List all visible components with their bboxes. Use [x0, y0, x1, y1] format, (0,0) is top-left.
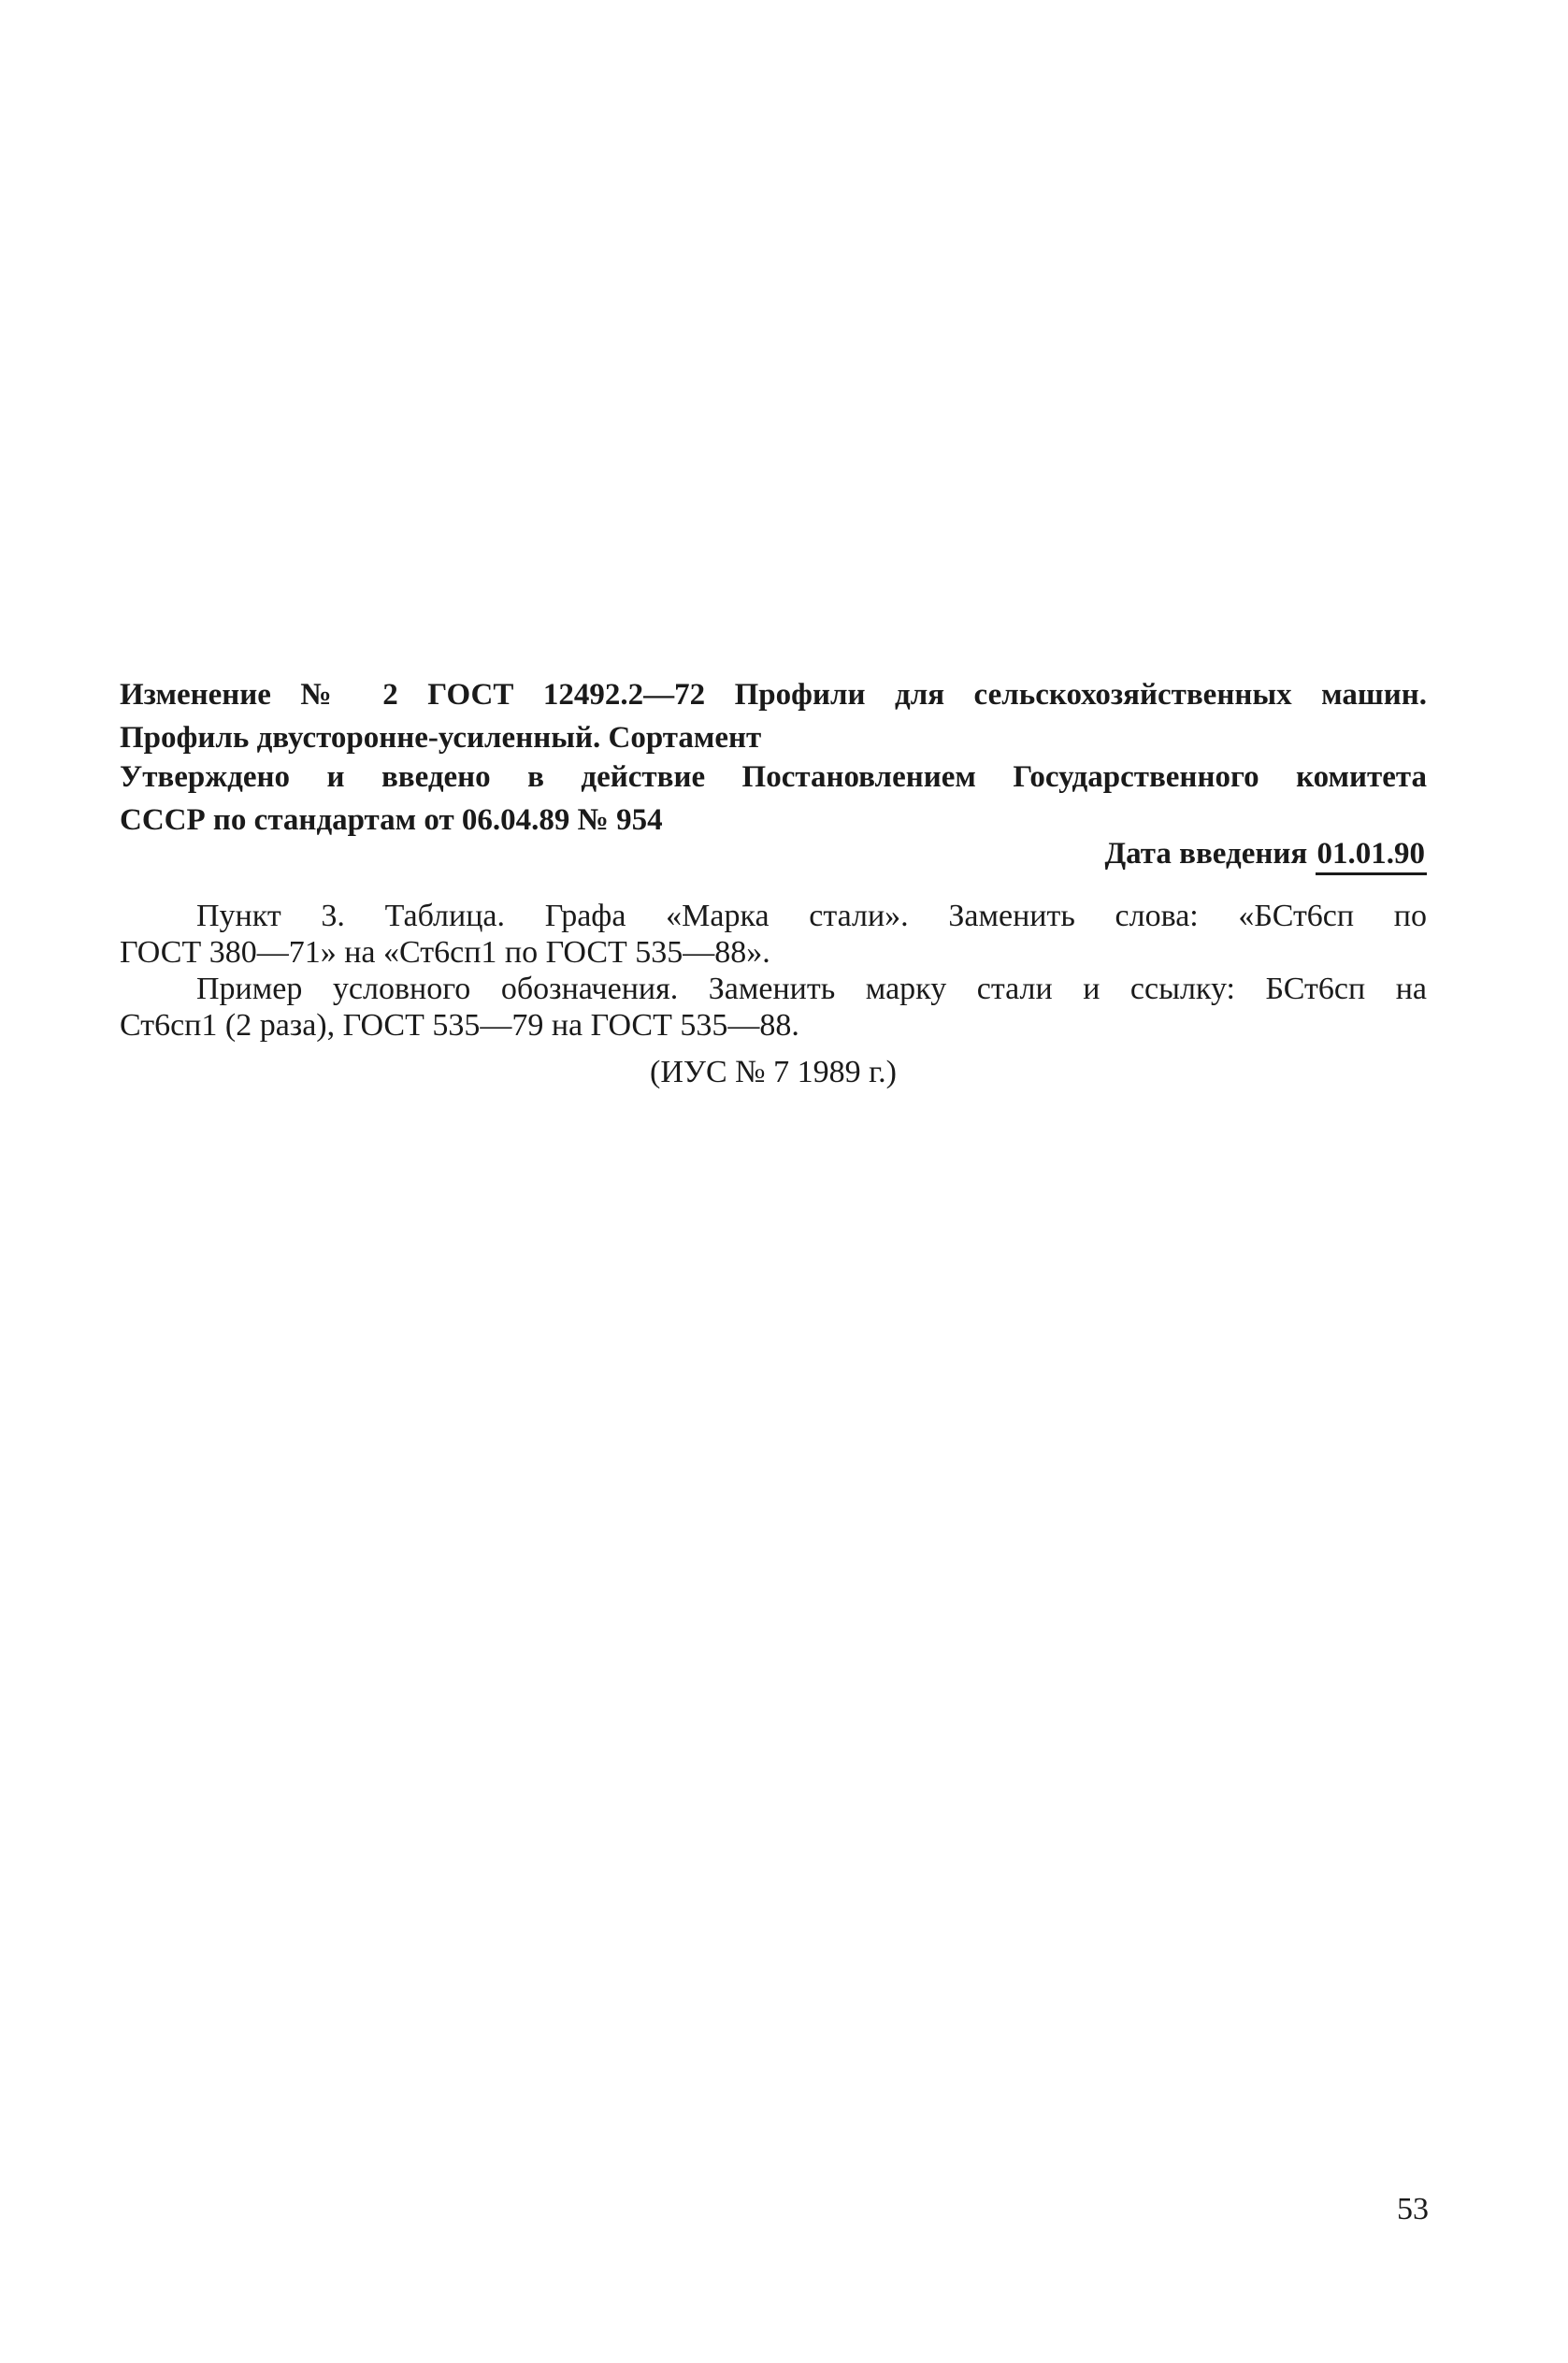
approval-statement	[120, 756, 1427, 842]
effective-date-label: Дата введения	[1104, 837, 1308, 871]
paragraph-2-line-2: Ст6сп1 (2 раза), ГОСТ 535—79 на ГОСТ 535—88.	[120, 1008, 799, 1043]
source-reference: (ИУС № 7 1989 г.)	[650, 1055, 897, 1089]
paragraph-1-line-2: ГОСТ 380—71» на «Ст6сп1 по ГОСТ 535—88».	[120, 935, 770, 970]
paragraph-designation-example	[120, 971, 1427, 1044]
heading-line-1: Изменение № 2 ГОСТ 12492.2—72 Профили для сельскохозяйственных машин.	[120, 678, 1427, 712]
page-number: 53	[1397, 2192, 1429, 2226]
effective-date-value: 01.01.90	[1316, 835, 1428, 875]
paragraph-2-line-1: Пример условного обозначения. Заменить марку стали и ссылку: БСт6сп на	[196, 972, 1427, 1006]
amendment-heading	[120, 673, 1427, 759]
paragraph-1-line-1: Пункт 3. Таблица. Графа «Марка стали». Заменить слова: «БСт6сп по	[196, 899, 1427, 933]
heading-line-2: Профиль двусторонне-усиленный. Сортамент	[120, 721, 762, 755]
approval-line-1: Утверждено и введено в действие Постановлением Государственного комитета	[120, 760, 1427, 794]
effective-date	[120, 832, 1427, 875]
paragraph-steel-grade	[120, 898, 1427, 971]
approval-line-2: СССР по стандартам от 06.04.89 № 954	[120, 803, 663, 837]
amendment-body	[120, 898, 1427, 1044]
